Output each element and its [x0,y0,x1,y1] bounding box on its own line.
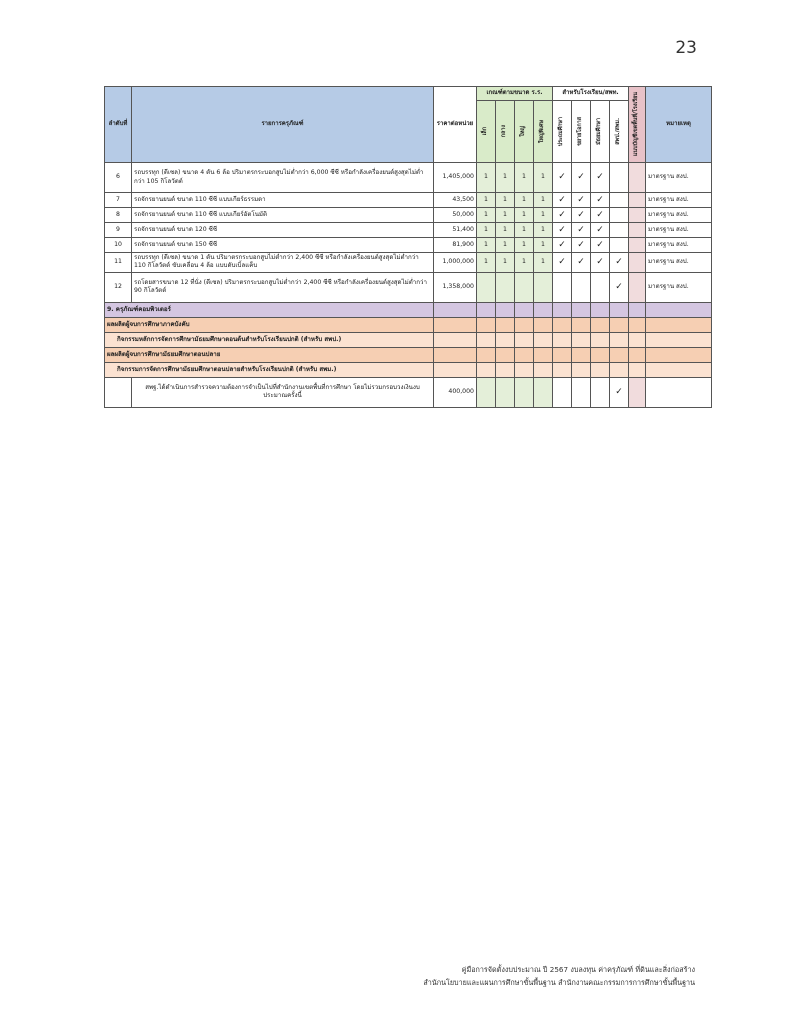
row-seq: 10 [105,238,132,253]
empty-cell [629,362,646,377]
check-cell: ✓ [572,193,591,208]
row-seq: 11 [105,253,132,273]
criteria-cell: 1 [534,163,553,193]
check-cell [610,193,629,208]
section-row [105,347,712,362]
check-cell [610,163,629,193]
row-price: 50,000 [434,208,477,223]
equipment-table [104,86,712,408]
empty-cell [553,317,572,332]
criteria-cell [515,272,534,302]
row-item-name: รถจักรยานยนต์ ขนาด 150 ซีซี [132,238,434,253]
header-item: รายการครุภัณฑ์ [132,87,434,163]
empty-cell [534,302,553,317]
row-item-name: รถจักรยานยนต์ ขนาด 110 ซีซี แบบเกียร์ธรรมดา [132,193,434,208]
check-cell: ✓ [591,163,610,193]
check-cell: ✓ [553,163,572,193]
check-cell [553,377,572,407]
special-cell [629,272,646,302]
criteria-cell: 1 [515,223,534,238]
empty-cell [572,362,591,377]
criteria-cell [477,377,496,407]
criteria-cell: 1 [477,163,496,193]
row-remark [646,377,712,407]
table-row [105,253,712,273]
row-item-name: รถบรรทุก (ดีเซล) ขนาด 1 ตัน ปริมาตรกระบอกสูบไม่ต่ำกว่า 2,400 ซีซี หรือกำลังเครื่องยนต์สูงสุดไม่ต่ำกว่า 110 กิโลวัตต์ ขับเคลื่อน 4 ล้อ แบบดับเบิ้ลแค็บ [132,253,434,273]
empty-cell [515,347,534,362]
criteria-cell [477,272,496,302]
check-cell: ✓ [572,208,591,223]
empty-cell [477,317,496,332]
row-item-name: รถจักรยานยนต์ ขนาด 120 ซีซี [132,223,434,238]
table-row [105,208,712,223]
empty-cell [534,332,553,347]
empty-cell [515,332,534,347]
row-seq: 6 [105,163,132,193]
check-cell: ✓ [591,253,610,273]
row-price: 81,900 [434,238,477,253]
table-row [105,377,712,407]
table-row [105,223,712,238]
row-price: 51,400 [434,223,477,238]
criteria-cell: 1 [496,223,515,238]
check-cell: ✓ [591,223,610,238]
footer-line-2: สำนักนโยบายและแผนการศึกษาขั้นพื้นฐาน สำนักงานคณะกรรมการการศึกษาขั้นพื้นฐาน [423,977,695,987]
empty-cell [610,362,629,377]
empty-cell [591,302,610,317]
empty-cell [434,302,477,317]
empty-cell [434,332,477,347]
row-seq: 7 [105,193,132,208]
special-cell [629,238,646,253]
header-criteria-xlarge: ใหญ่พิเศษ [534,101,553,163]
check-cell [591,377,610,407]
check-cell: ✓ [591,208,610,223]
special-cell [629,193,646,208]
empty-cell [610,347,629,362]
check-cell: ✓ [572,253,591,273]
row-remark: มาตรฐาน สงป. [646,238,712,253]
criteria-cell: 1 [477,238,496,253]
special-cell [629,253,646,273]
group-label: ผลผลิตผู้จบการศึกษาภาคบังคับ [105,317,434,332]
table-row [105,238,712,253]
criteria-cell: 1 [477,253,496,273]
header-criteria-medium: กลาง [496,101,515,163]
header-school-office: สพป./สพม. [610,101,629,163]
empty-cell [572,317,591,332]
row-remark: มาตรฐาน สงป. [646,223,712,238]
criteria-cell: 1 [534,223,553,238]
criteria-cell [496,377,515,407]
empty-cell [553,362,572,377]
special-cell [629,223,646,238]
empty-cell [646,347,712,362]
row-price: 43,500 [434,193,477,208]
section-row [105,362,712,377]
row-item-name: สพฐ.ได้ดำเนินการสำรวจความต้องการจำเป็นไปที่สำนักงานเขตพื้นที่การศึกษา โดยไม่รวมกรอบวงเงินงบประมาณครั้งนี้ [132,377,434,407]
check-cell [610,208,629,223]
empty-cell [629,332,646,347]
criteria-cell [515,377,534,407]
empty-cell [434,317,477,332]
empty-cell [572,302,591,317]
empty-cell [496,362,515,377]
criteria-cell: 1 [515,193,534,208]
criteria-cell [496,272,515,302]
page-footer [423,964,695,989]
empty-cell [496,347,515,362]
header-remark: หมายเหตุ [646,87,712,163]
empty-cell [646,302,712,317]
check-cell: ✓ [572,163,591,193]
criteria-cell: 1 [477,193,496,208]
special-cell [629,208,646,223]
row-seq: 9 [105,223,132,238]
check-cell: ✓ [553,208,572,223]
empty-cell [553,332,572,347]
criteria-cell: 1 [534,208,553,223]
criteria-cell: 1 [515,208,534,223]
empty-cell [591,317,610,332]
empty-cell [553,302,572,317]
criteria-cell: 1 [534,253,553,273]
empty-cell [515,317,534,332]
check-cell: ✓ [591,238,610,253]
row-item-name: รถโดยสารขนาด 12 ที่นั่ง (ดีเซล) ปริมาตรกระบอกสูบไม่ต่ำกว่า 2,400 ซีซี หรือกำลังเครื่องยนต์สูงสุดไม่ต่ำกว่า 90 กิโลวัตต์ [132,272,434,302]
criteria-cell: 1 [515,253,534,273]
table-row [105,163,712,193]
header-school-primary: ประถมศึกษา [553,101,572,163]
section-row [105,332,712,347]
criteria-cell: 1 [496,163,515,193]
empty-cell [477,362,496,377]
row-remark: มาตรฐาน สงป. [646,272,712,302]
row-price: 400,000 [434,377,477,407]
check-cell: ✓ [553,223,572,238]
footer-line-1: คู่มือการจัดตั้งงบประมาณ ปี 2567 งบลงทุน ค่าครุภัณฑ์ ที่ดินและสิ่งก่อสร้าง [461,965,695,974]
header-criteria-group: เกณฑ์ตามขนาด ร.ร. [477,87,553,101]
row-seq: 8 [105,208,132,223]
subgroup-label: กิจกรรมการจัดการศึกษามัธยมศึกษาตอนปลายสำหรับโรงเรียนปกติ (สำหรับ สพม.) [105,362,434,377]
header-criteria-small: เล็ก [477,101,496,163]
check-cell: ✓ [572,223,591,238]
empty-cell [553,347,572,362]
empty-cell [610,302,629,317]
row-remark: มาตรฐาน สงป. [646,163,712,193]
criteria-cell: 1 [515,238,534,253]
special-cell [629,377,646,407]
check-cell: ✓ [572,238,591,253]
row-price: 1,000,000 [434,253,477,273]
row-remark: มาตรฐาน สงป. [646,208,712,223]
empty-cell [591,347,610,362]
empty-cell [534,362,553,377]
empty-cell [646,362,712,377]
empty-cell [477,332,496,347]
empty-cell [477,302,496,317]
check-cell: ✓ [610,377,629,407]
criteria-cell: 1 [534,193,553,208]
check-cell: ✓ [553,238,572,253]
empty-cell [572,347,591,362]
section-row [105,317,712,332]
empty-cell [610,317,629,332]
empty-cell [572,332,591,347]
criteria-cell: 1 [496,193,515,208]
check-cell [553,272,572,302]
row-item-name: รถบรรทุก (ดีเซล) ขนาด 4 ตัน 6 ล้อ ปริมาตรกระบอกสูบไม่ต่ำกว่า 6,000 ซีซี หรือกำลังเครื่องยนต์สูงสุดไม่ต่ำกว่า 105 กิโลวัตต์ [132,163,434,193]
check-cell [572,272,591,302]
criteria-cell: 1 [496,253,515,273]
empty-cell [629,317,646,332]
empty-cell [646,332,712,347]
empty-cell [534,317,553,332]
header-special: แนบบัญชีเขตพื้นที่/โรงเรียน [629,87,646,163]
empty-cell [496,332,515,347]
check-cell [610,238,629,253]
header-price: ราคาต่อหน่วย [434,87,477,163]
row-item-name: รถจักรยานยนต์ ขนาด 110 ซีซี แบบเกียร์อัตโนมัติ [132,208,434,223]
header-school-extended: ขยายโอกาส [572,101,591,163]
check-cell: ✓ [610,272,629,302]
check-cell [591,272,610,302]
check-cell [610,223,629,238]
group-label: ผลผลิตผู้จบการศึกษามัธยมศึกษาตอนปลาย [105,347,434,362]
check-cell: ✓ [553,193,572,208]
header-school-group: สำหรับโรงเรียน/สพท. [553,87,629,101]
empty-cell [591,332,610,347]
row-price: 1,405,000 [434,163,477,193]
table-row [105,272,712,302]
page-number: 23 [675,38,697,58]
header-criteria-large: ใหญ่ [515,101,534,163]
table-row [105,193,712,208]
criteria-cell: 1 [496,208,515,223]
subgroup-label: กิจกรรมหลักการจัดการศึกษามัธยมศึกษาตอนต้นสำหรับโรงเรียนปกติ (สำหรับ สพป.) [105,332,434,347]
row-remark: มาตรฐาน สงป. [646,193,712,208]
empty-cell [591,362,610,377]
criteria-cell: 1 [477,223,496,238]
criteria-cell: 1 [534,238,553,253]
check-cell [572,377,591,407]
row-price: 1,358,000 [434,272,477,302]
criteria-cell: 1 [496,238,515,253]
row-seq [105,377,132,407]
row-remark: มาตรฐาน สงป. [646,253,712,273]
criteria-cell: 1 [477,208,496,223]
empty-cell [646,317,712,332]
empty-cell [496,302,515,317]
section-row [105,302,712,317]
section-label: 9. ครุภัณฑ์คอมพิวเตอร์ [105,302,434,317]
criteria-cell [534,272,553,302]
empty-cell [477,347,496,362]
check-cell: ✓ [553,253,572,273]
criteria-cell [534,377,553,407]
row-seq: 12 [105,272,132,302]
empty-cell [629,347,646,362]
check-cell: ✓ [610,253,629,273]
empty-cell [496,317,515,332]
empty-cell [434,362,477,377]
empty-cell [515,302,534,317]
empty-cell [534,347,553,362]
empty-cell [610,332,629,347]
header-school-secondary: มัธยมศึกษา [591,101,610,163]
check-cell: ✓ [591,193,610,208]
empty-cell [434,347,477,362]
criteria-cell: 1 [515,163,534,193]
empty-cell [515,362,534,377]
header-seq: ลำดับที่ [105,87,132,163]
empty-cell [629,302,646,317]
special-cell [629,163,646,193]
